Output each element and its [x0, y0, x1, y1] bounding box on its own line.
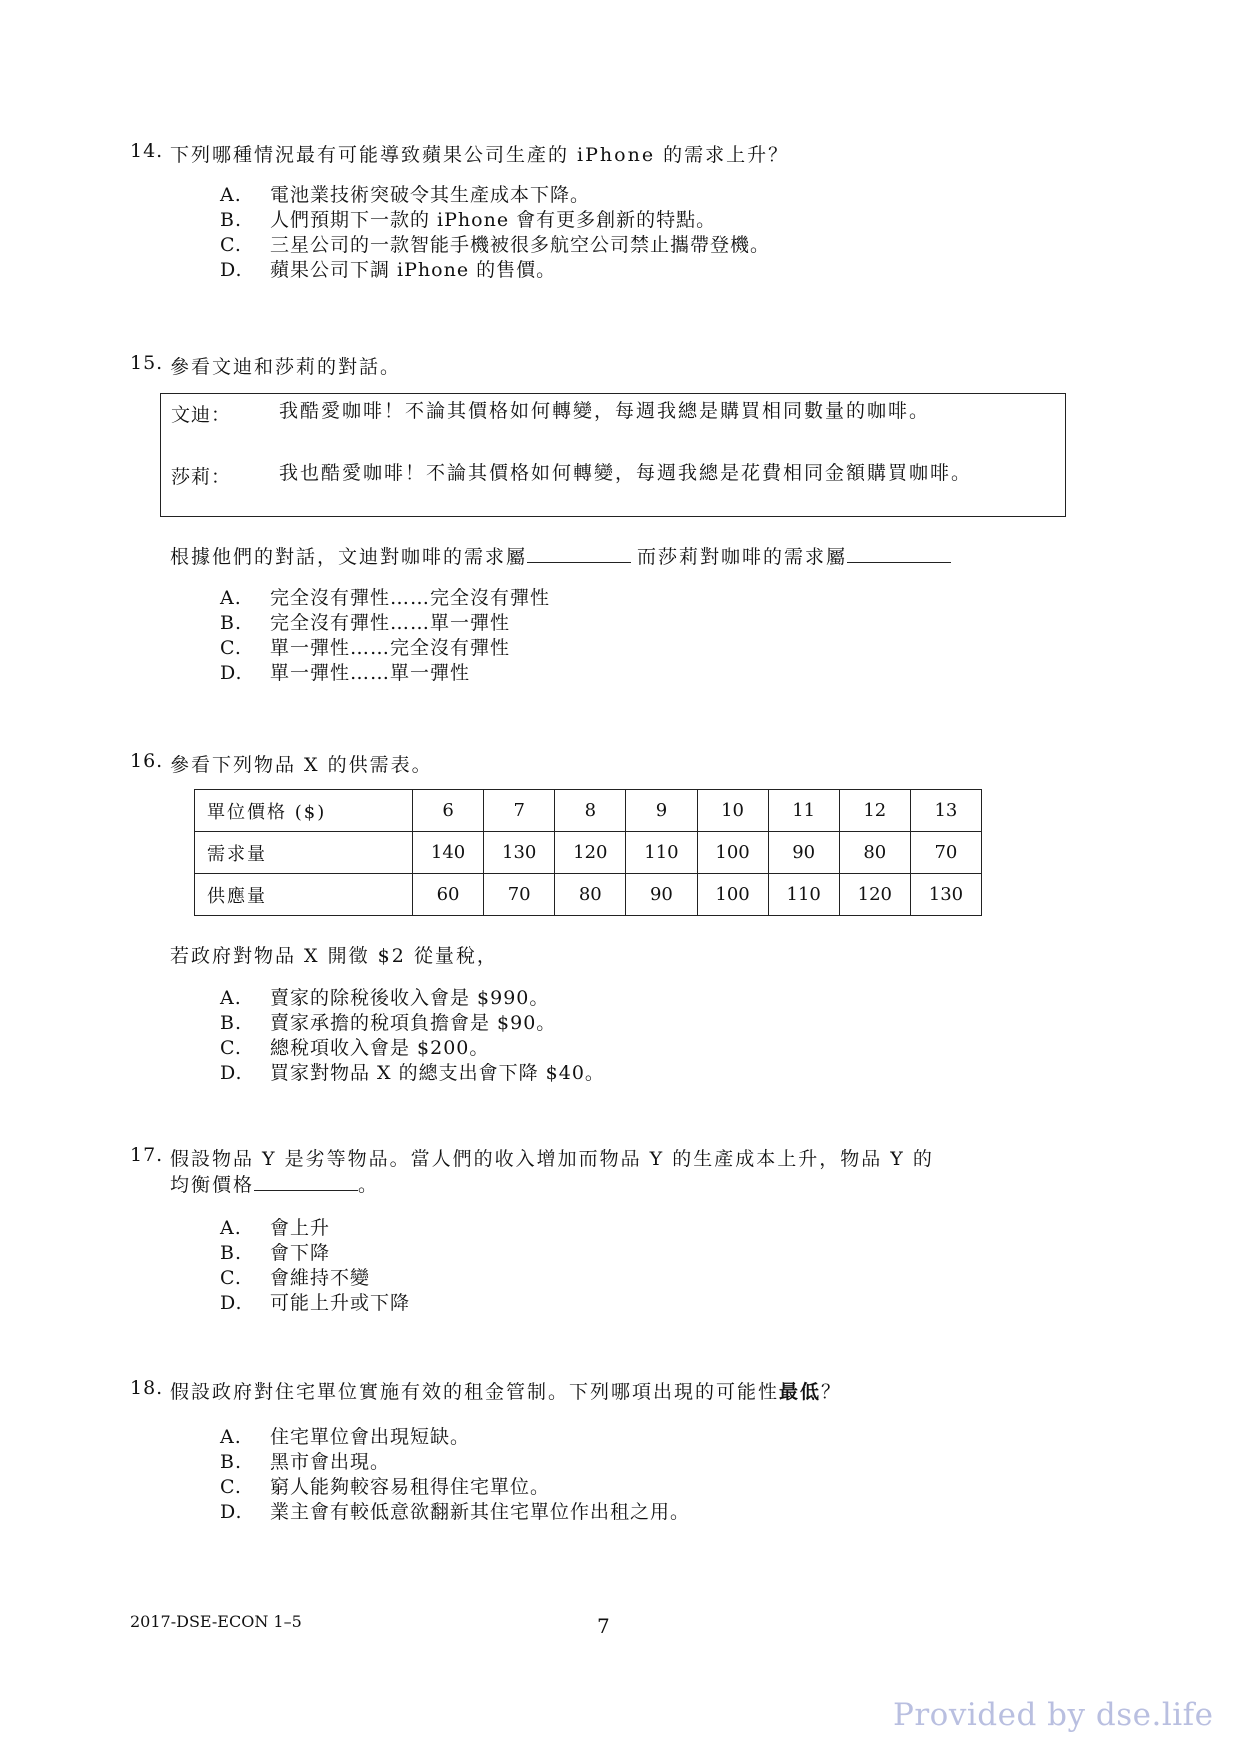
option-text: 住宅單位會出現短缺。 [270, 1426, 471, 1448]
question-number: 17. [130, 1144, 164, 1166]
option-c [220, 1035, 489, 1061]
option-c [220, 232, 770, 258]
option-text: 蘋果公司下調 iPhone 的售價。 [270, 259, 557, 281]
speaker-name: 文迪： [171, 404, 232, 426]
option-c [220, 1474, 550, 1500]
question-text-before: 假設政府對住宅單位實施有效的租金管制。下列哪項出現的可能性 [170, 1381, 780, 1403]
option-text: 完全沒有彈性……完全沒有彈性 [270, 587, 551, 609]
row-header: 供應量 [195, 874, 413, 916]
question-number: 14. [130, 140, 164, 162]
watermark: Provided by dse.life [893, 1697, 1214, 1733]
table-cell: 80 [555, 874, 626, 916]
option-letter: B. [220, 1012, 243, 1034]
option-text: 黑市會出現。 [270, 1451, 391, 1473]
option-text: 賣家的除稅後收入會是 $990。 [270, 987, 550, 1009]
option-d [220, 1499, 690, 1525]
question-text-after: ？ [821, 1381, 843, 1403]
option-text: 會上升 [270, 1217, 331, 1239]
option-letter: D. [220, 662, 243, 684]
table-cell: 10 [697, 790, 768, 832]
option-d [220, 1060, 605, 1086]
option-letter: A. [220, 587, 242, 609]
option-letter: A. [220, 184, 242, 206]
table-cell: 70 [484, 874, 555, 916]
table-cell: 110 [626, 832, 697, 874]
question-stem: 若政府對物品 X 開徵 $2 從量稅， [170, 945, 498, 967]
row-header: 單位價格 ($) [195, 790, 413, 832]
question-text [170, 1377, 842, 1404]
option-text: 三星公司的一款智能手機被很多航空公司禁止攜帶登機。 [270, 234, 771, 256]
option-letter: B. [220, 612, 243, 634]
option-letter: A. [220, 1217, 242, 1239]
question-number: 15. [130, 352, 164, 374]
option-letter: D. [220, 1062, 243, 1084]
dialog-box [160, 393, 1066, 517]
answer-blank [527, 544, 631, 563]
option-c [220, 635, 510, 661]
option-a [220, 585, 550, 611]
option-b [220, 207, 716, 233]
option-text: 會下降 [270, 1242, 331, 1264]
table-cell: 130 [910, 874, 981, 916]
option-a [220, 985, 549, 1011]
option-letter: C. [220, 234, 242, 256]
option-b [220, 1449, 390, 1475]
table-cell: 11 [768, 790, 839, 832]
speaker-name: 莎莉： [171, 466, 232, 488]
option-text: 完全沒有彈性……單一彈性 [270, 612, 511, 634]
option-letter: B. [220, 209, 243, 231]
option-letter: B. [220, 1451, 243, 1473]
stem-part-1: 根據他們的對話，文迪對咖啡的需求屬 [170, 546, 528, 568]
table-cell: 90 [626, 874, 697, 916]
question-stem [170, 542, 951, 569]
option-letter: C. [220, 1476, 242, 1498]
question-text: 假設物品 Y 是劣等物品。當人們的收入增加而物品 Y 的生產成本上升，物品 Y 的 [170, 1148, 934, 1170]
option-text: 單一彈性……完全沒有彈性 [270, 637, 511, 659]
option-d [220, 660, 470, 686]
option-d [220, 257, 556, 283]
question-text: 參看下列物品 X 的供需表。 [170, 754, 433, 776]
option-c [220, 1265, 370, 1291]
option-a [220, 1215, 330, 1241]
question-number: 16. [130, 750, 164, 772]
speech-text: 我也酷愛咖啡！不論其價格如何轉變，每週我總是花費相同金額購買咖啡。 [279, 462, 973, 484]
option-b [220, 1010, 556, 1036]
table-cell: 100 [697, 874, 768, 916]
option-letter: B. [220, 1242, 243, 1264]
question-text: 參看文迪和莎莉的對話。 [170, 356, 402, 378]
option-text: 電池業技術突破令其生產成本下降。 [270, 184, 591, 206]
option-letter: D. [220, 259, 243, 281]
table-row [195, 874, 982, 916]
supply-demand-table [194, 789, 982, 916]
table-row [195, 832, 982, 874]
table-cell: 90 [768, 832, 839, 874]
row-header: 需求量 [195, 832, 413, 874]
question-text: 下列哪種情況最有可能導致蘋果公司生產的 iPhone 的需求上升？ [170, 144, 790, 166]
option-letter: C. [220, 1267, 242, 1289]
table-cell: 120 [839, 874, 910, 916]
option-text: 可能上升或下降 [270, 1292, 411, 1314]
table-cell: 110 [768, 874, 839, 916]
table-cell: 140 [413, 832, 484, 874]
option-letter: A. [220, 987, 242, 1009]
option-a [220, 182, 590, 208]
table-cell: 6 [413, 790, 484, 832]
table-cell: 12 [839, 790, 910, 832]
option-letter: D. [220, 1292, 243, 1314]
option-text: 單一彈性……單一彈性 [270, 662, 471, 684]
table-cell: 80 [839, 832, 910, 874]
table-cell: 13 [910, 790, 981, 832]
question-text-suffix: 。 [358, 1174, 380, 1196]
table-cell: 8 [555, 790, 626, 832]
table-cell: 9 [626, 790, 697, 832]
table-cell: 7 [484, 790, 555, 832]
speech-text: 我酷愛咖啡！不論其價格如何轉變，每週我總是購買相同數量的咖啡。 [279, 400, 931, 422]
page-number: 7 [597, 1614, 611, 1638]
option-b [220, 610, 510, 636]
table-cell: 130 [484, 832, 555, 874]
question-text-line-2 [170, 1170, 379, 1197]
option-letter: C. [220, 637, 242, 659]
option-letter: C. [220, 1037, 242, 1059]
table-cell: 120 [555, 832, 626, 874]
exam-code: 2017-DSE-ECON 1–5 [130, 1612, 302, 1631]
option-letter: D. [220, 1501, 243, 1523]
question-text-emphasis: 最低 [779, 1381, 822, 1403]
option-text: 業主會有較低意欲翻新其住宅單位作出租之用。 [270, 1501, 691, 1523]
option-b [220, 1240, 330, 1266]
option-text: 買家對物品 X 的總支出會下降 $40。 [270, 1062, 605, 1084]
question-text-prefix: 均衡價格 [170, 1174, 255, 1196]
option-letter: A. [220, 1426, 242, 1448]
table-cell: 70 [910, 832, 981, 874]
table-row [195, 790, 982, 832]
option-a [220, 1424, 470, 1450]
option-text: 總稅項收入會是 $200。 [270, 1037, 490, 1059]
option-d [220, 1290, 410, 1316]
option-text: 會維持不變 [270, 1267, 371, 1289]
option-text: 賣家承擔的稅項負擔會是 $90。 [270, 1012, 557, 1034]
table-cell: 100 [697, 832, 768, 874]
question-number: 18. [130, 1377, 164, 1399]
answer-blank [847, 544, 951, 563]
answer-blank [254, 1172, 358, 1191]
stem-part-2: 而莎莉對咖啡的需求屬 [637, 546, 848, 568]
option-text: 窮人能夠較容易租得住宅單位。 [270, 1476, 551, 1498]
table-cell: 60 [413, 874, 484, 916]
option-text: 人們預期下一款的 iPhone 會有更多創新的特點。 [270, 209, 717, 231]
